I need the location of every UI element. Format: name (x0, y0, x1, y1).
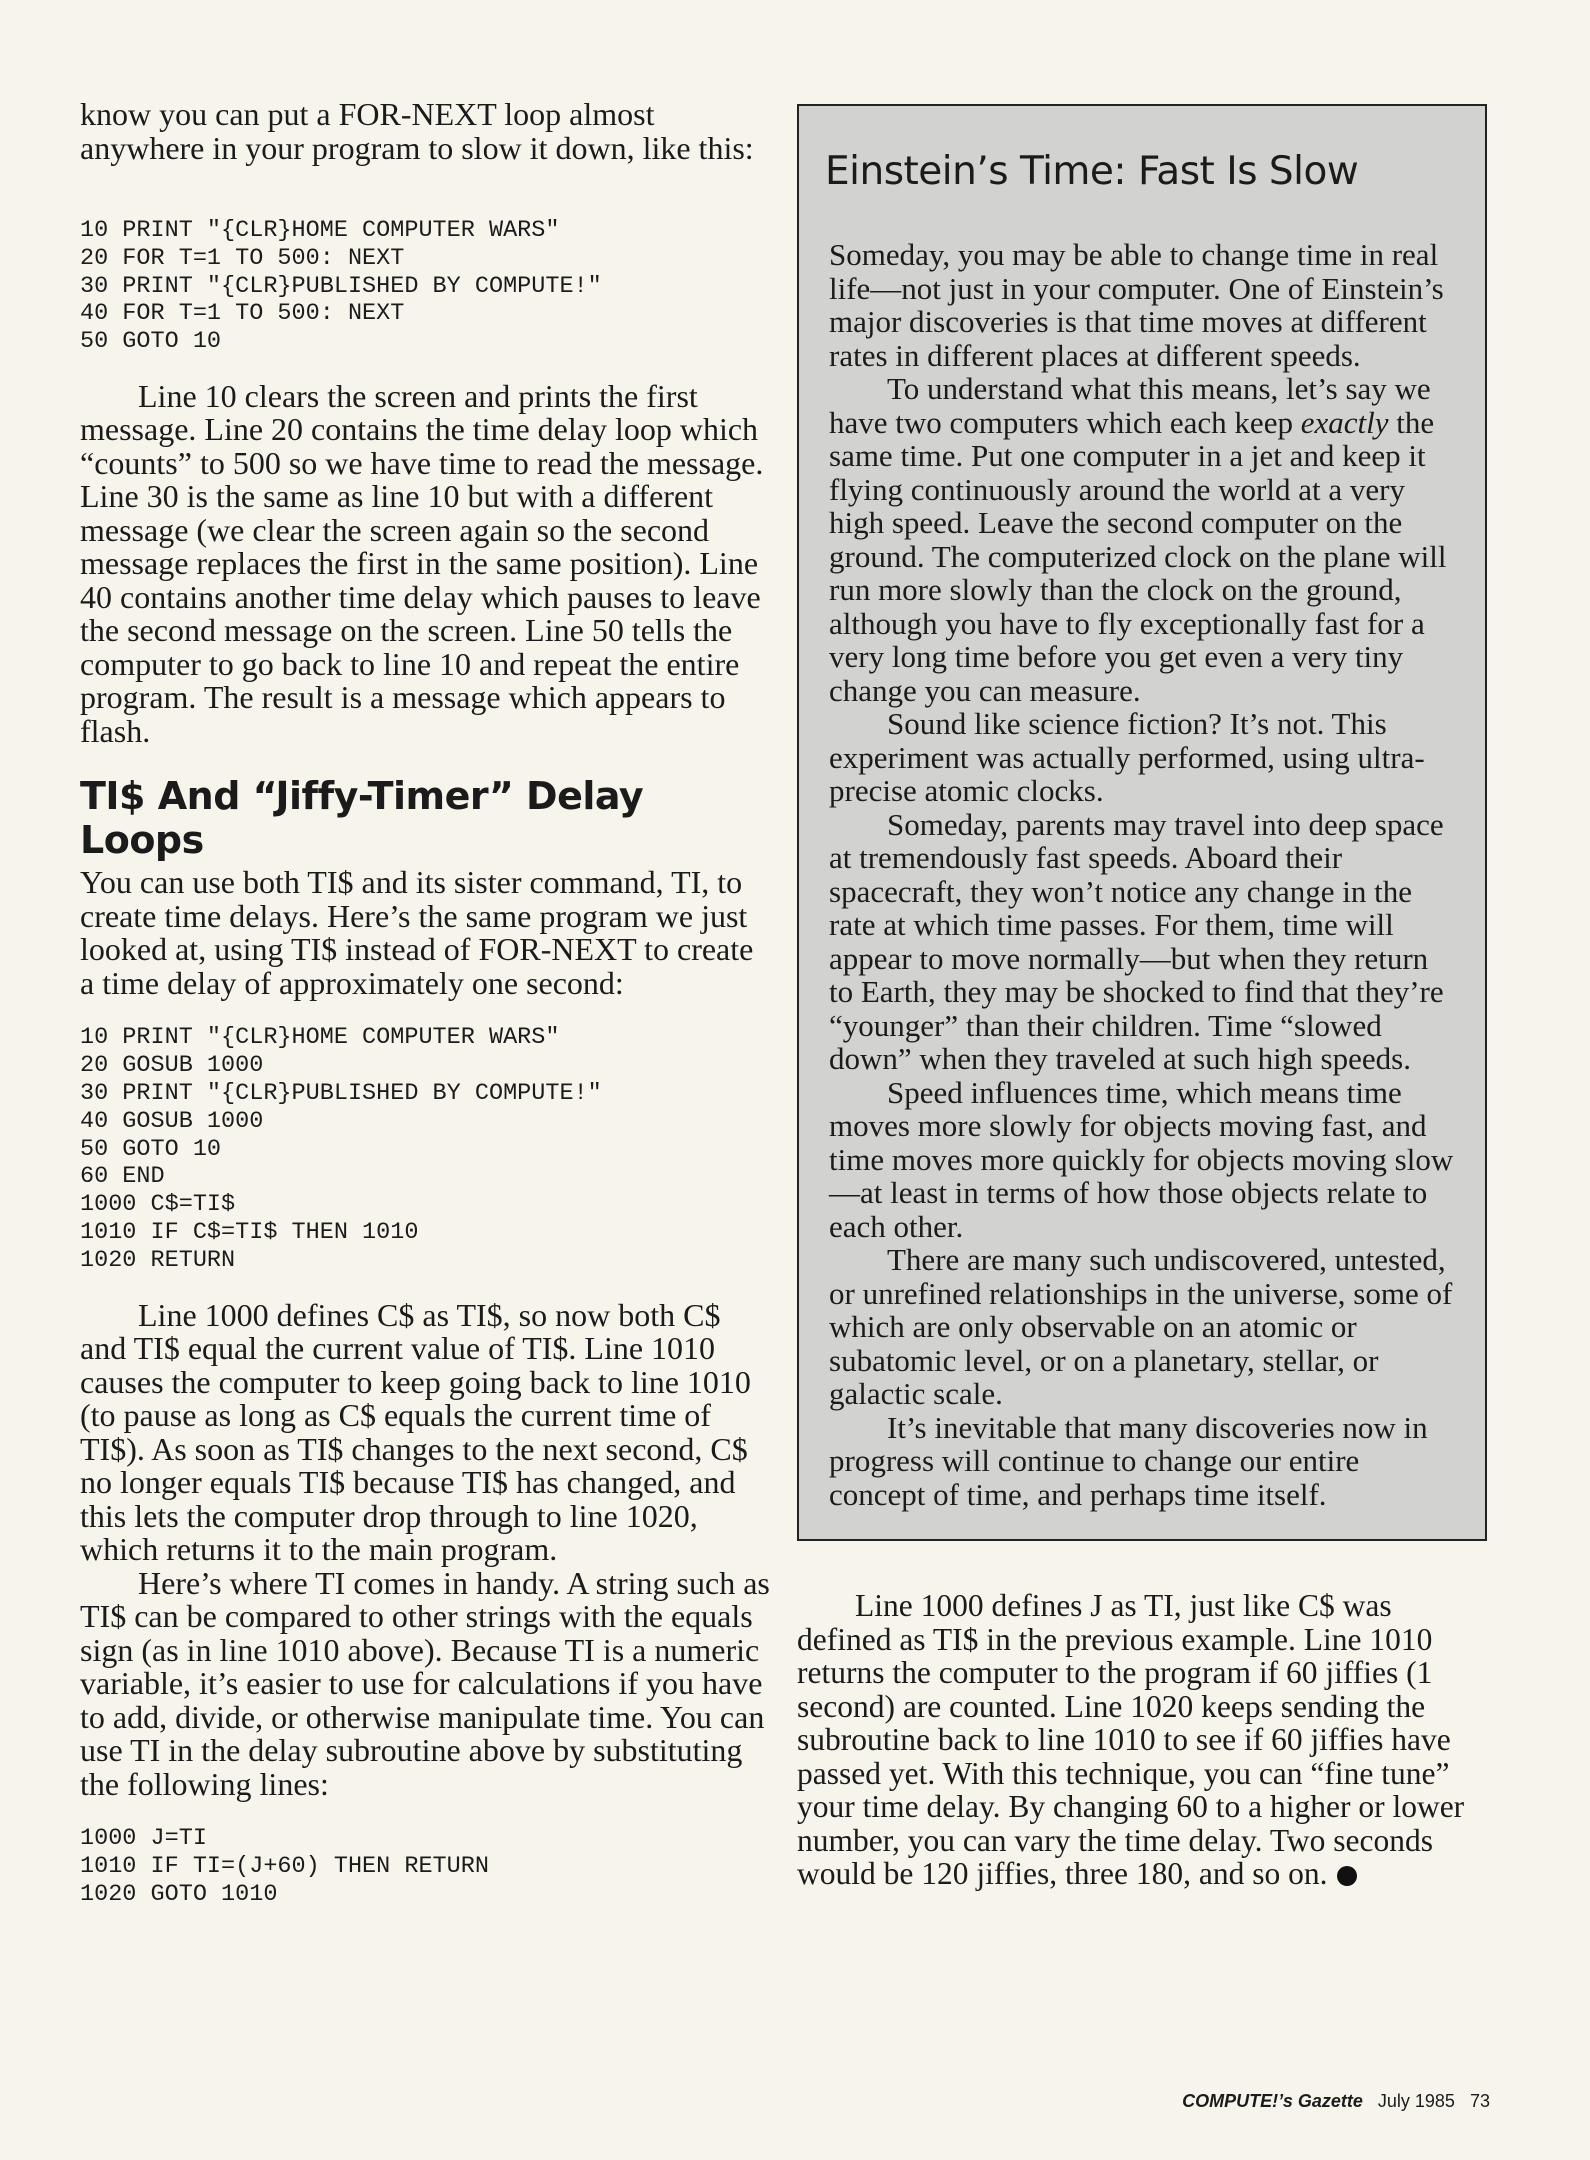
code-listing-2: 10 PRINT "{CLR}HOME COMPUTER WARS" 20 GOSUB 1000 30 PRINT "{CLR}PUBLISHED BY COMPUTE!" 40 GOSUB 1000 50 GOTO 10 60 END 1000 C$=TI$ 1010 IF C$=TI$ THEN 1010 1020 RETURN (80, 1024, 602, 1274)
code-listing-3: 1000 J=TI 1010 IF TI=(J+60) THEN RETURN 1020 GOTO 1010 (80, 1825, 489, 1908)
sidebar-paragraph-7: It’s inevitable that many discoveries now in progress will continue to change our entire concept of time, and perhaps time itself. (829, 1409, 1428, 1512)
left-column (80, 98, 770, 1909)
paragraph-line-explanation: Line 10 clears the screen and prints the first message. Line 20 contains the time delay loop which “counts” to 500 so we have time to read the message. Line 30 is the same as line 10 but with a different message (we clear the screen again so the second message replaces the first in the same position). Line 40 contains another time delay which pauses to leave the second message on the screen. Line 50 tells the computer to go back to line 10 and repeat the entire program. The result is a message which appears to flash. (80, 377, 764, 749)
sidebar-paragraph-3: Sound like science fiction? It’s not. This experiment was actually performed, using ultra-precise atomic clocks. (829, 706, 1425, 808)
intro-paragraph: know you can put a FOR-NEXT loop almost anywhere in your program to slow it down, like this: (80, 96, 754, 166)
paragraph-ti-intro: You can use both TI$ and its sister command, TI, to create time delays. Here’s the same program we just looked at, using TI$ instead of FOR-NEXT to create a time delay of approximately one second: (80, 864, 754, 1001)
footer-date: July 1985 (1377, 2091, 1455, 2111)
paragraph-ti-handy: Here’s where TI comes in handy. A string such as TI$ can be compared to other strings with the equals sign (as in line 1010 above). Because TI is a numeric variable, it’s easier to use for calculations if you have to add, divide, or otherwise manipulate time. You can use TI in the delay subroutine above by substituting the following lines: (80, 1564, 770, 1802)
page-number: 73 (1469, 2091, 1490, 2111)
sidebar-p2-end: the same time. Put one computer in a jet and keep it flying continuously around the world at a very high speed. Leave the second computer on the ground. The computerized clock on the plane will run more slowly than the clock on the ground, although you have to fly exceptionally fast for a very long time before you get even a very tiny change you can measure. (829, 404, 1447, 708)
sidebar-paragraph-5: Speed influences time, which means time moves more slowly for objects moving fast, and time moves more quickly for objects moving slow—at least in terms of how those objects relate to each other. (829, 1074, 1454, 1244)
sidebar-box (797, 104, 1487, 1541)
paragraph-jiffies-text: Line 1000 defines J as TI, just like C$ was defined as TI$ in the previous example. Line 1010 returns the computer to the program if 60 jiffies (1 second) are counted. Line 1020 keeps sending the subroutine back to line 1010 to see if 60 jiffies have passed yet. With this technique, you can “fine tune” your time delay. By changing 60 to a higher or lower number, you can vary the time delay. Two seconds would be 120 jiffies, three 180, and so on. (797, 1588, 1465, 1891)
sidebar-paragraph-6: There are many such undiscovered, untested, or unrefined relationships in the universe, some of which are only observable on an atomic or subatomic level, or on a planetary, stellar, or galactic scale. (829, 1242, 1453, 1411)
right-column (797, 104, 1487, 1891)
sidebar-title: Einstein’s Time: Fast Is Slow (825, 149, 1359, 194)
footer-magazine: COMPUTE!’s Gazette (1182, 2091, 1363, 2111)
sidebar-paragraph-4: Someday, parents may travel into deep space at tremendously fast speeds. Aboard their spacecraft, they won’t notice any change in the rate at which time passes. For them, time will appear to move normally—but when they return to Earth, they may be shocked to find that they’re “younger” than their children. Time “slowed down” when they traveled at such high speeds. (829, 806, 1444, 1076)
page-footer (1182, 2091, 1490, 2112)
paragraph-c-defines: Line 1000 defines C$ as TI$, so now both C$ and TI$ equal the current value of TI$. Line 1010 causes the computer to keep going back to line 1010 (to pause as long as C$ equals the current time of TI$). As soon as TI$ changes to the next second, C$ no longer equals TI$ because TI$ has changed, and this lets the computer drop through to line 1020, which returns it to the main program. (80, 1296, 751, 1568)
paragraph-jiffies (797, 1589, 1487, 1891)
sidebar-p2-start: To understand what this means, let’s say we have two computers which each keep (829, 371, 1431, 440)
code-listing-1: 10 PRINT "{CLR}HOME COMPUTER WARS" 20 FOR T=1 TO 500: NEXT 30 PRINT "{CLR}PUBLISHED BY COMPUTE!" 40 FOR T=1 TO 500: NEXT 50 GOTO 10 (80, 217, 602, 356)
sidebar-paragraph-2 (829, 372, 1455, 707)
end-of-article-mark-icon (1337, 1866, 1357, 1886)
sidebar-paragraph-1: Someday, you may be able to change time in real life—not just in your computer. One of Einstein’s major discoveries is that time moves at different rates in different places at different speeds. (829, 237, 1444, 373)
emphasis-exactly: exactly (1300, 404, 1389, 440)
section-heading: TI$ And “Jiffy-Timer” Delay Loops (80, 774, 644, 863)
